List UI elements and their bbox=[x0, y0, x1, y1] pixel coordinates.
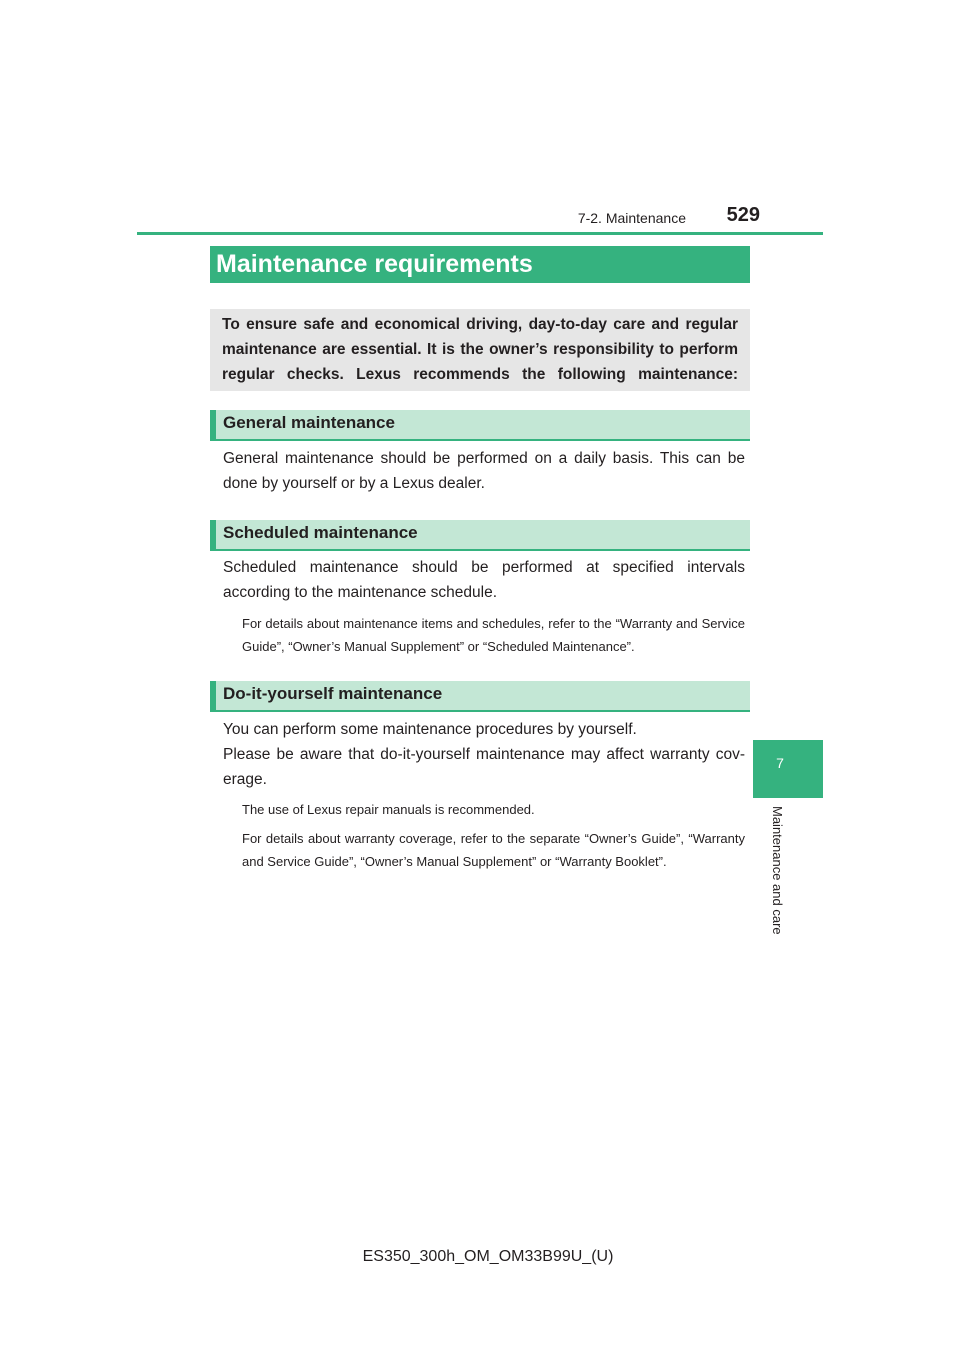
chapter-label bbox=[770, 806, 786, 956]
page-title: Maintenance requirements bbox=[216, 250, 533, 278]
diy-body-2: Please be aware that do-it-yourself maintenance may affect warranty cov-erage. bbox=[223, 746, 745, 788]
diy-note-1: The use of Lexus repair manuals is recommended. bbox=[242, 802, 535, 817]
intro-line: To ensure safe and economical driving, day-to-day care and regular bbox=[222, 316, 738, 333]
chapter-number: 7 bbox=[776, 755, 784, 771]
running-header-section: 7-2. Maintenance bbox=[577, 210, 686, 226]
section-accent bbox=[210, 410, 216, 439]
scheduled-body: Scheduled maintenance should be performed at specified intervals according to the maintenance schedule. bbox=[223, 559, 745, 601]
section-title: Do-it-yourself maintenance bbox=[223, 684, 443, 703]
header-rule bbox=[137, 232, 823, 235]
intro-line: maintenance are essential. It is the owner’s responsibility to perform bbox=[222, 341, 738, 358]
scheduled-note: For details about maintenance items and schedules, refer to the “Warranty and Service Guide”, “Owner’s Manual Supplement” or “Scheduled Maintenance”. bbox=[242, 616, 745, 654]
section-title: General maintenance bbox=[223, 413, 395, 432]
section-header-diy bbox=[210, 681, 750, 712]
diy-note-2: For details about warranty coverage, refer to the separate “Owner’s Guide”, “Warranty and Service Guide”, “Owner’s Manual Supplement” or “Warranty Booklet”. bbox=[242, 831, 745, 869]
diy-body-1: You can perform some maintenance procedures by yourself. bbox=[223, 721, 637, 738]
section-accent bbox=[210, 520, 216, 549]
intro-text bbox=[222, 312, 738, 387]
section-title: Scheduled maintenance bbox=[223, 523, 418, 542]
chapter-label-text: Maintenance and care bbox=[770, 806, 785, 935]
section-header-scheduled bbox=[210, 520, 750, 551]
footer-code: ES350_300h_OM_OM33B99U_(U) bbox=[362, 1248, 614, 1265]
page-number: 529 bbox=[726, 204, 760, 226]
section-header-general bbox=[210, 410, 750, 441]
general-body: General maintenance should be performed on a daily basis. This can be done by yourself or by a Lexus dealer. bbox=[223, 450, 745, 492]
section-accent bbox=[210, 681, 216, 710]
intro-line: regular checks. Lexus recommends the following maintenance: bbox=[222, 366, 738, 383]
